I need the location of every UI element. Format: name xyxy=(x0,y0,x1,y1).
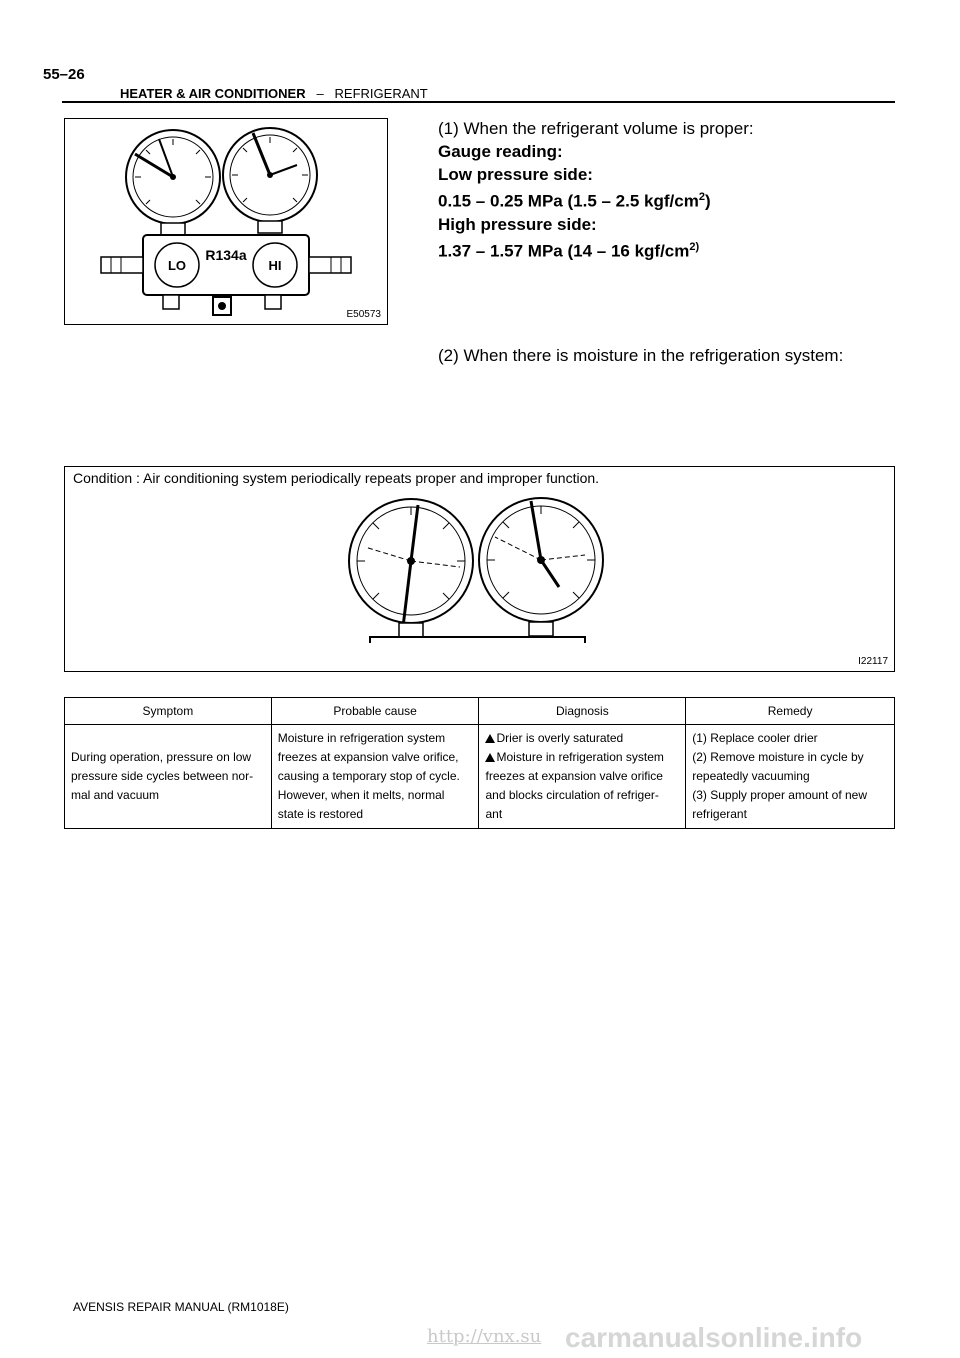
diagnosis-cell: Drier is overly saturated Moisture in refrigeration system freezes at expansion valve orifice and blocks circulation of refriger- ant xyxy=(479,725,686,829)
moisture-heading: (2) When there is moisture in the refrigeration system: xyxy=(438,346,844,365)
high-side-value: 1.37 – 1.57 MPa (14 – 16 kgf/$cm^{2)}$ xyxy=(438,240,700,261)
header-probable-cause: Probable cause xyxy=(271,698,479,725)
high-pressure-gauge xyxy=(223,128,317,233)
manual-footer: AVENSIS REPAIR MANUAL (RM1018E) xyxy=(73,1300,289,1314)
proper-heading: (1) When the refrigerant volume is proper: xyxy=(438,119,754,138)
watermark-url[interactable]: http://vnx.su xyxy=(427,1326,542,1347)
symptom-table xyxy=(64,697,895,829)
moisture-gauge-illustration xyxy=(65,467,893,670)
figure-code: E50573 xyxy=(346,309,381,320)
page-number: 55–26 xyxy=(43,66,85,83)
model-label: R134a xyxy=(205,247,247,263)
hi-label: HI xyxy=(268,258,282,273)
low-pressure-gauge xyxy=(126,130,220,235)
condition-text: Condition : Air conditioning system periodically repeats proper and improper function. xyxy=(73,470,600,486)
bullet-triangle-icon xyxy=(485,734,495,743)
symptom-cell: During operation, pressure on low pressure side cycles between nor- mal and vacuum xyxy=(65,725,272,829)
table-header-row xyxy=(65,698,895,725)
remedy-cell: (1) Replace cooler drier (2) Remove moisture in cycle by repeatedly vacuuming (3) Supply proper amount of new refrigerant xyxy=(686,725,895,829)
header-diagnosis: Diagnosis xyxy=(479,698,686,725)
moisture-gauge-figure xyxy=(64,466,895,672)
watermark-site: carmanualsonline.info xyxy=(565,1322,863,1353)
running-header xyxy=(120,86,428,101)
high-side-label: High pressure side: xyxy=(438,214,597,234)
manifold-gauge-figure xyxy=(64,118,388,325)
table-row xyxy=(65,725,895,829)
gauge-reading-label: Gauge reading: xyxy=(438,142,563,161)
subsection-title: REFRIGERANT xyxy=(334,86,428,101)
low-side-label: Low pressure side: xyxy=(438,165,593,184)
bullet-triangle-icon xyxy=(485,753,495,762)
manifold-gauge-illustration xyxy=(65,119,386,323)
cause-cell: Moisture in refrigeration system freezes at expansion valve orifice, causing a temporary stop of cycle. However, when it melts, normal state is restored xyxy=(271,725,479,829)
section-title: HEATER & AIR CONDITIONER xyxy=(120,86,306,101)
header-symptom: Symptom xyxy=(65,698,272,725)
lo-label: LO xyxy=(167,258,187,273)
low-side-value: 0.15 – 0.25 MPa (1.5 – 2.5 kgf/$cm^2$) xyxy=(438,191,711,211)
proper-volume-block xyxy=(438,117,754,262)
figure-code: I22117 xyxy=(858,656,888,667)
header-remedy: Remedy xyxy=(686,698,895,725)
header-separator: – xyxy=(316,86,324,101)
header-rule xyxy=(62,101,895,103)
